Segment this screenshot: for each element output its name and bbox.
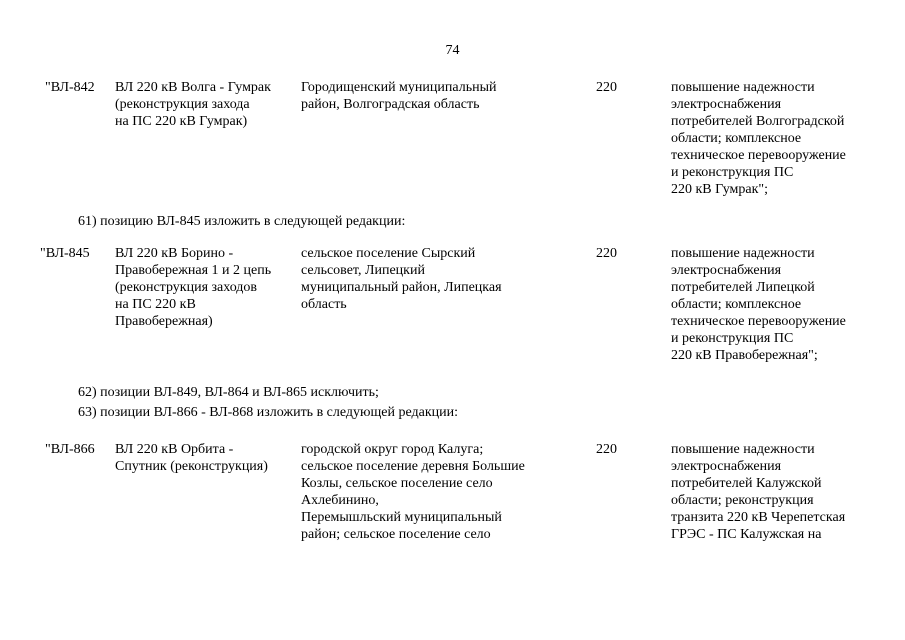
instruction-62: 62) позиции ВЛ-849, ВЛ-864 и ВЛ-865 исключить; (78, 385, 379, 400)
line-voltage: 220 (596, 80, 617, 95)
line-voltage: 220 (596, 442, 617, 457)
line-purpose: повышение надежности электроснабжения потребителей Волгоградской области; комплексное техническое перевооружение и реконструкция ПС 220 кВ Гумрак"; (671, 80, 846, 197)
line-code: "ВЛ-866 (45, 442, 95, 457)
line-location: городской округ город Калуга; сельское поселение деревня Большие Козлы, сельское поселение село Ахлебинино, Перемышльский муниципальный район; сельское поселение село (301, 442, 525, 542)
instruction-63: 63) позиции ВЛ-866 - ВЛ-868 изложить в следующей редакции: (78, 405, 459, 420)
line-code: "ВЛ-845 (40, 246, 90, 261)
line-purpose: повышение надежности электроснабжения потребителей Калужской области; реконструкция транзита 220 кВ Черепетская ГРЭС - ПС Калужская на (671, 442, 846, 542)
line-code: "ВЛ-842 (45, 80, 95, 95)
line-name: ВЛ 220 кВ Орбита - Спутник (реконструкция) (115, 442, 268, 474)
page-number: 74 (445, 43, 460, 58)
line-name: ВЛ 220 кВ Борино - Правобережная 1 и 2 цепь (реконструкция заходов на ПС 220 кВ Правобережная) (115, 246, 272, 329)
line-voltage: 220 (596, 246, 617, 261)
instruction-61: 61) позицию ВЛ-845 изложить в следующей редакции: (78, 214, 406, 229)
line-location: Городищенский муниципальный район, Волгоградская область (301, 80, 497, 112)
line-location: сельское поселение Сырский сельсовет, Липецкий муниципальный район, Липецкая область (301, 246, 502, 312)
line-purpose: повышение надежности электроснабжения потребителей Липецкой области; комплексное техническое перевооружение и реконструкция ПС 220 кВ Правобережная"; (671, 246, 846, 363)
line-name: ВЛ 220 кВ Волга - Гумрак (реконструкция захода на ПС 220 кВ Гумрак) (115, 80, 271, 129)
